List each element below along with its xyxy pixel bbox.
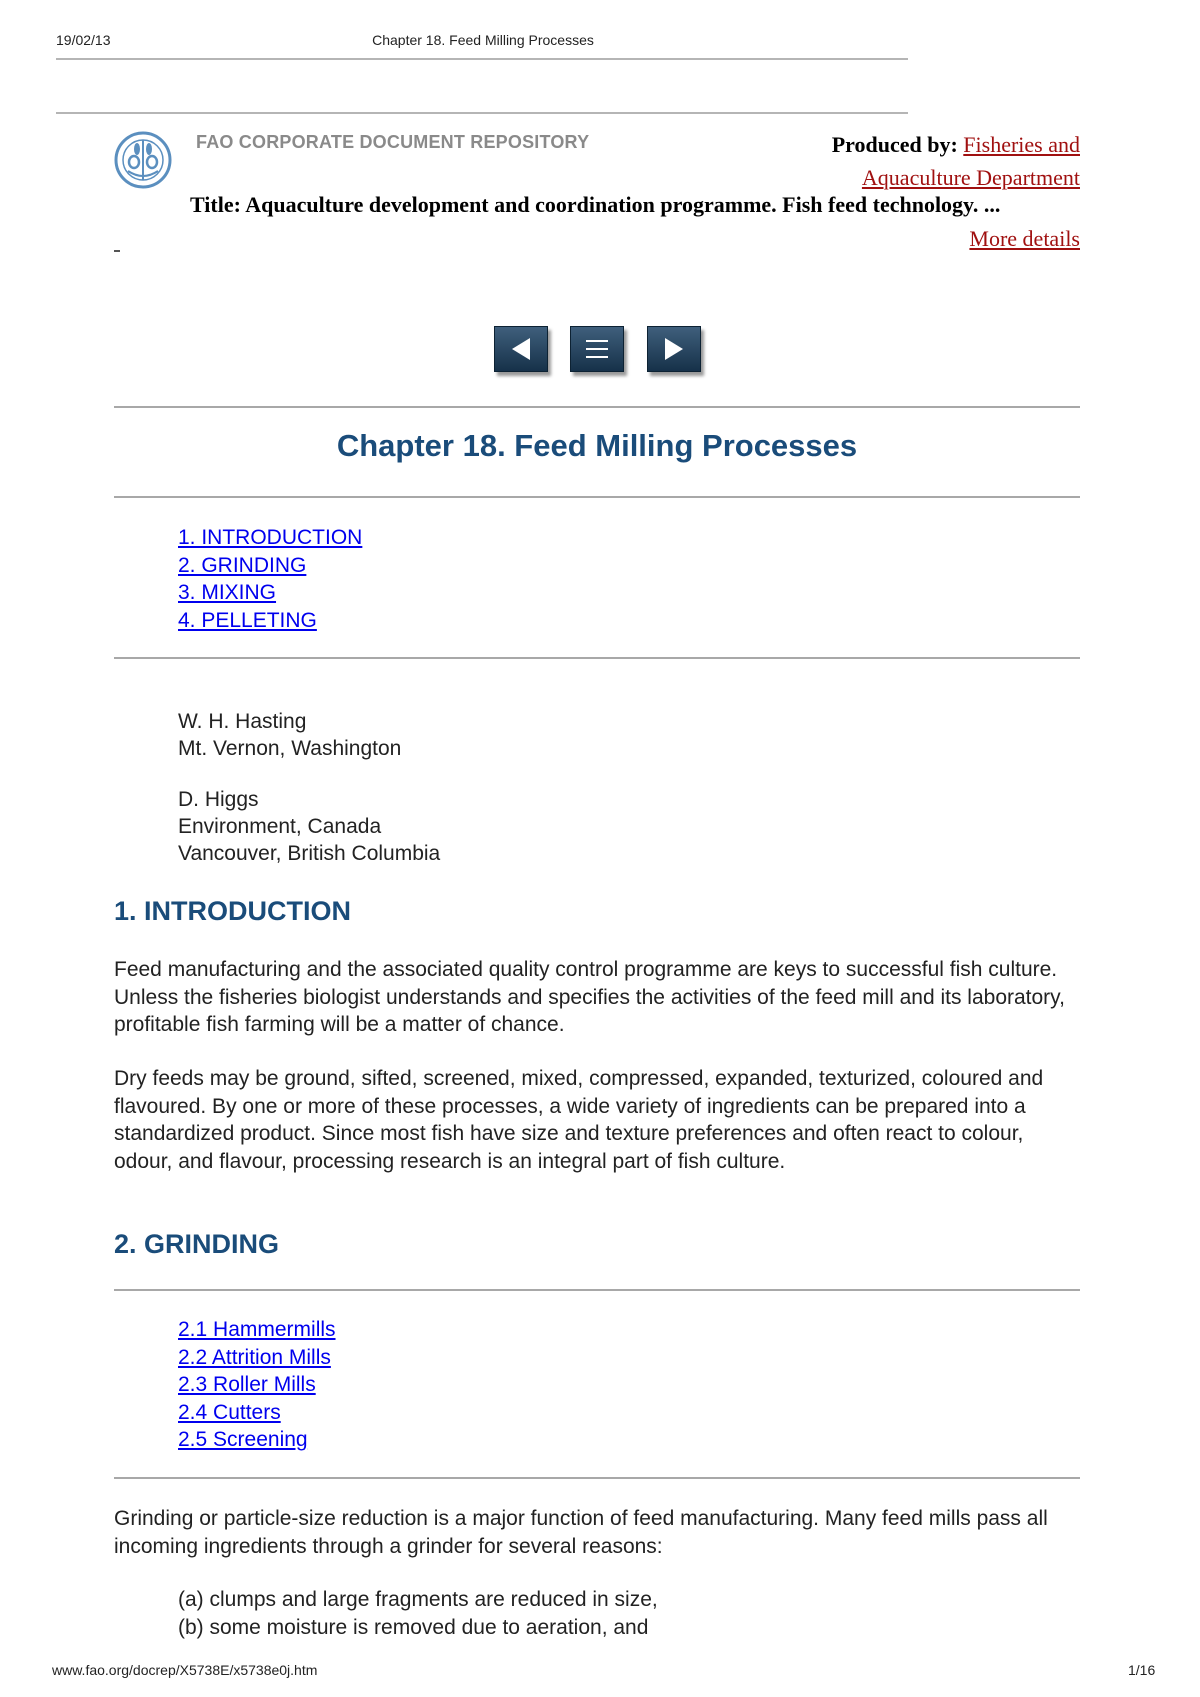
toc-link-pelleting[interactable]: 4. PELLETING <box>178 608 317 632</box>
produced-by-department-link[interactable]: Fisheries and <box>963 132 1080 157</box>
toc-link-mixing[interactable]: 3. MIXING <box>178 581 277 604</box>
paragraph: Dry feeds may be ground, sifted, screened, mixed, compressed, expanded, texturized, coloured and flavoured. By one or more of these processes, a wide variety of ingredients can be prepared into a standardized product. Since most fish have size and texture preferences and often react to colour, odour, and flavour, processing research is an integral part of fish culture. <box>114 1067 1044 1173</box>
toc-link-hammermills[interactable]: 2.1 Hammermills <box>178 1318 336 1341</box>
next-page-button[interactable] <box>647 326 701 372</box>
previous-page-button[interactable] <box>494 326 548 372</box>
divider <box>114 406 1080 408</box>
section-heading-grinding: 2. GRINDING <box>114 1229 280 1259</box>
toc-link-cutters[interactable]: 2.4 Cutters <box>178 1400 281 1424</box>
divider <box>114 657 1080 659</box>
chapter-title: Chapter 18. Feed Milling Processes <box>336 428 858 463</box>
author-name: W. H. Hasting <box>178 710 307 733</box>
section-heading-introduction: 1. INTRODUCTION <box>114 896 352 926</box>
author-name: D. Higgs <box>178 788 259 811</box>
print-footer-url: www.fao.org/docrep/X5738E/x5738e0j.htm <box>52 1662 318 1678</box>
toc-link-introduction[interactable]: 1. INTRODUCTION <box>178 526 363 549</box>
toc-link-grinding[interactable]: 2. GRINDING <box>178 553 307 577</box>
divider <box>114 1289 1080 1291</box>
fao-logo-icon <box>114 131 172 189</box>
author-location: Vancouver, British Columbia <box>178 842 441 865</box>
previous-arrow-icon <box>512 338 530 360</box>
toc-link-attrition-mills[interactable]: 2.2 Attrition Mills <box>178 1345 331 1369</box>
produced-by <box>800 128 1080 194</box>
print-page-number: 1/16 <box>1128 1662 1156 1678</box>
repository-label: FAO CORPORATE DOCUMENT REPOSITORY <box>196 132 590 152</box>
banner-divider <box>56 112 908 114</box>
chapter-toc <box>178 524 362 634</box>
print-page-title: Chapter 18. Feed Milling Processes <box>372 32 594 48</box>
divider <box>114 1477 1080 1479</box>
print-header <box>56 32 910 52</box>
author-location: Mt. Vernon, Washington <box>178 737 402 760</box>
list-item: (b) some moisture is removed due to aeration, and <box>178 1615 649 1639</box>
next-arrow-icon <box>665 338 683 360</box>
section-toc <box>178 1316 336 1454</box>
document-title: Title: Aquaculture development and coordination programme. Fish feed technology. ... <box>190 192 1001 217</box>
reason-list <box>178 1586 658 1641</box>
produced-by-department-link-line2[interactable]: Aquaculture Department <box>861 165 1080 190</box>
authors-block <box>178 708 440 867</box>
divider <box>114 496 1080 498</box>
table-of-contents-icon <box>586 340 608 358</box>
produced-by-label: Produced by: <box>831 132 958 157</box>
toc-link-roller-mills[interactable]: 2.3 Roller Mills <box>178 1373 316 1396</box>
separator-dash <box>114 250 120 252</box>
toc-link-screening[interactable]: 2.5 Screening <box>178 1428 308 1451</box>
print-date: 19/02/13 <box>56 32 111 48</box>
header-divider <box>56 58 908 60</box>
paragraph: Feed manufacturing and the associated quality control programme are keys to successful fish culture. Unless the fisheries biologist understands and specifies the activities of the feed mill and its laboratory, profitable fish farming will be a matter of chance. <box>114 958 1065 1036</box>
table-of-contents-button[interactable] <box>570 326 624 372</box>
paragraph: Grinding or particle-size reduction is a major function of feed manufacturing. Many feed mills pass all incoming ingredients through a grinder for several reasons: <box>114 1507 1048 1558</box>
author-organization: Environment, Canada <box>178 815 382 838</box>
list-item: (a) clumps and large fragments are reduced in size, <box>178 1588 658 1611</box>
more-details-link[interactable]: More details <box>969 226 1080 251</box>
